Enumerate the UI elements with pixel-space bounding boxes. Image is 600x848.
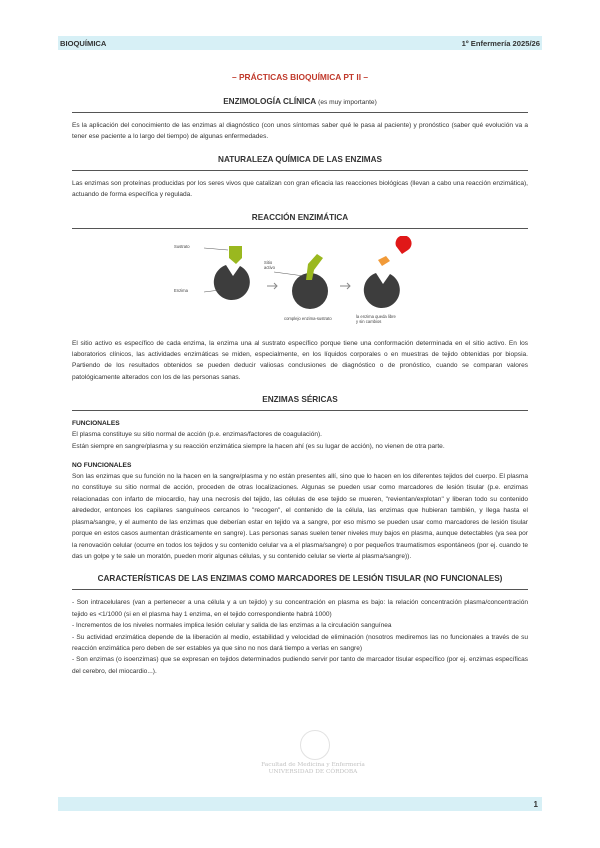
- divider: [72, 228, 528, 229]
- section-title-note: (es muy importante): [318, 99, 377, 106]
- label-enzima: Enzima: [174, 287, 188, 293]
- section-title-sericas: ENZIMAS SÉRICAS: [262, 395, 338, 405]
- paragraph-naturaleza: Las enzimas son proteínas producidas por los seres vivos que catalizan con gran eficacia las reacciones biológicas (llevan a cabo una reacción enzimática), actuando de forma específica y regulada.: [72, 179, 528, 199]
- label-productos-2: y sin cambios: [356, 318, 382, 324]
- university-seal: [300, 730, 330, 760]
- reaction-arrow-1: [267, 283, 277, 289]
- section-title-caracteristicas: CARACTERÍSTICAS DE LAS ENZIMAS COMO MARCADORES DE LESIÓN TISULAR (NO FUNCIONALES): [97, 574, 503, 584]
- label-sustrato: Sustrato: [174, 243, 190, 249]
- list-item-3: - Su actividad enzimática depende de la liberación al medio, estabilidad y velocidad de eliminación (nosotros mediremos las no funcionales a través de su reacción enzimática pero deben de ser estables ya que sino no nos dará tiempo a verlas en sangre): [72, 633, 528, 652]
- label-productos: [356, 314, 396, 324]
- reaction-arrow-2: [340, 283, 350, 289]
- watermark-line-2: UNIVERSIDAD DE CÓRDOBA: [268, 769, 358, 775]
- section-title-enzimologia: [72, 97, 528, 106]
- substrate-shape: [229, 246, 242, 264]
- subheading-no-funcionales: NO FUNCIONALES: [72, 462, 132, 470]
- divider: [72, 170, 528, 171]
- section-title-reaccion: REACCIÓN ENZIMÁTICA: [251, 212, 349, 222]
- header-course: 1º Enfermería 2025/26: [461, 38, 540, 48]
- label-activo: activo: [264, 264, 275, 270]
- divider: [72, 589, 528, 590]
- section-title-text: ENZIMOLOGÍA CLÍNICA: [223, 97, 316, 106]
- list-item-1: - Son intracelulares (van a pertenecer a una célula y a un tejido) y su concentración en plasma es bajo: la relación concentración plasma/concentración tejido es <1/1000 (si en el plasma hay 1 enzima, en el tejido correspondiente habrá 1000): [72, 599, 528, 618]
- watermark-line-1: Facultad de Medicina y Enfermería: [261, 762, 365, 768]
- page-number: 1: [533, 799, 538, 809]
- list-item-2: - Incrementos de los niveles normales implica lesión celular y salida de las enzimas a la circulación sanguínea: [72, 622, 392, 630]
- enzyme-shape-1: [214, 265, 250, 300]
- page-content: [72, 72, 528, 677]
- product-orange: [378, 256, 390, 266]
- paragraph-reaccion: El sitio activo es específico de cada enzima, la enzima una al sustrato específico porque tiene una conformación determinada en el sitio activo. En los laboratorios clínicos, las actividades enzimáticas se miden, especialmente, en los líquidos corporales o en muestras de tejido obtenidas por biopsia. Partiendo de los resultados obtenidos se pueden deducir valiosas conclusiones de diagnóstico o de pronóstico, cuando se comparan valores patológicamente alterados con los de las personas sanas.: [72, 339, 528, 381]
- watermark: [243, 762, 383, 776]
- header-subject: BIOQUÍMICA: [60, 38, 107, 48]
- label-sitio: Sitio: [264, 259, 273, 265]
- page-header: [58, 36, 542, 50]
- document-title: – PRÁCTICAS BIOQUÍMICA PT II –: [231, 72, 369, 82]
- paragraph-enzimologia: Es la aplicación del conocimiento de las enzimas al diagnóstico (con unos síntomas saber qué le pasa al paciente) y pronóstico (saber qué evolución va a tener ese paciente a lo largo del tiempo) de algunas enfermedades.: [72, 122, 528, 141]
- paragraph-funcionales-2: Están siempre en sangre/plasma y su reacción enzimática siempre la hacen ahí (es su lugar de acción), no vienen de otra parte.: [72, 442, 445, 450]
- list-item-4: - Son enzimas (o isoenzimas) que se expresan en tejidos determinados pudiendo servir por tanto de marcador tisular específico (por ej. enzimas específicas del cerebro, del miocardio...).: [72, 656, 528, 675]
- label-sitio-activo: [264, 260, 275, 270]
- enzyme-shape-3: [364, 273, 400, 308]
- subheading-funcionales: FUNCIONALES: [72, 420, 120, 428]
- product-red: [396, 236, 412, 254]
- enzyme-reaction-figure: [72, 236, 528, 332]
- divider: [72, 410, 528, 411]
- divider: [72, 112, 528, 113]
- paragraph-funcionales-1: El plasma constituye su sitio normal de acción (p.e. enzimas/factores de coagulación).: [72, 431, 322, 439]
- section-title-naturaleza: NATURALEZA QUÍMICA DE LAS ENZIMAS: [218, 154, 382, 164]
- page-footer: [58, 797, 542, 811]
- paragraph-no-funcionales: Son las enzimas que su función no la hacen en la sangre/plasma y no están presentes allí, sino que lo hacen en los diferentes tejidos del cuerpo. El plasma no constituye su sitio normal de acción, proceden de otras localizaciones. Algunas se pueden usar como marcadores de lesión tisular (p.e. enzimas relacionadas con infarto de miocardio, hay una necrosis del tejido, las células de ese tejido se mueren, "revientan/explotan" y liberan todo su contenido alrededor, entonces los capilares sanguíneos cercanos lo "recogen", el contenido de la célula, las enzimas que hubieran también, y llega hasta el plasma/sangre, y el aumento de las enzimas que deberían estar en tejido va a sangre, por eso mismo se pueden usar como marcadores de lesión tisular porque en estos casos aumentan drásticamente en sangre). Las personas sanas suelen tener niveles muy bajos en plasma, aunque detectables (ya sea por la renovación celular (ocurre en todos los tejidos y su contenido celular va a el plasma/sangre) o por pequeños traumatismos espontáneos (por ej. cuando te das un golpe y te sale un moratón, pueden morir algunas células, y su contenido celular se vierte al plasma/sangre)).: [72, 473, 528, 560]
- label-complejo: complejo enzima-sustrato: [284, 315, 332, 321]
- label-productos-1: la enzima queda libre: [356, 313, 396, 319]
